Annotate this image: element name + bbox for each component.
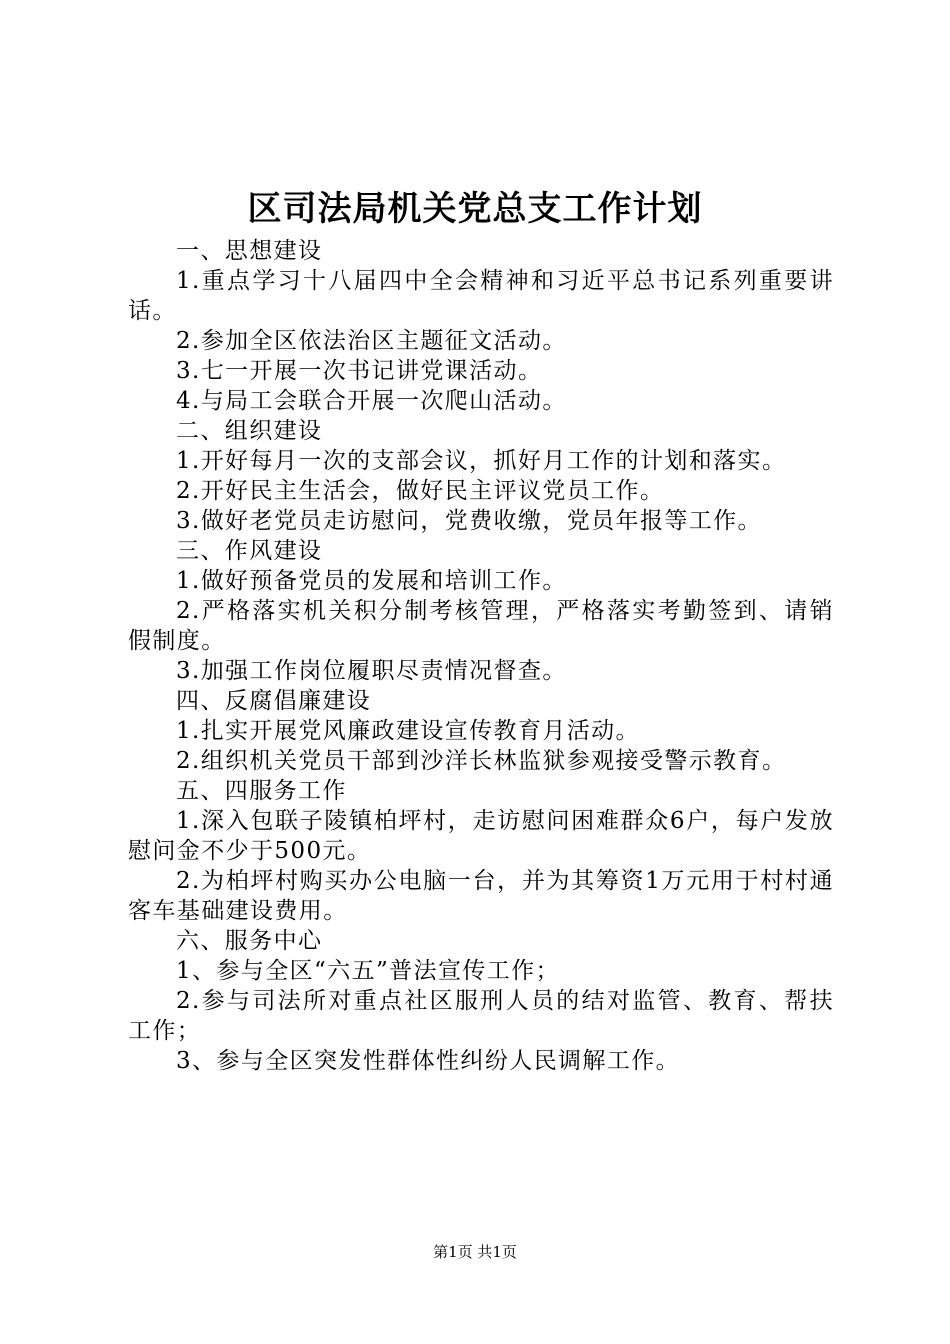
list-item: 2.参与司法所对重点社区服刑人员的结对监管、教育、帮扶工作； — [128, 988, 834, 1044]
list-item: 3.加强工作岗位履职尽责情况督查。 — [176, 658, 567, 684]
section-heading: 三、作风建设 — [176, 538, 323, 564]
list-item: 1.重点学习十八届四中全会精神和习近平总书记系列重要讲话。 — [128, 268, 834, 324]
list-item: 4.与局工会联合开展一次爬山活动。 — [176, 388, 567, 414]
section-heading: 六、服务中心 — [176, 928, 323, 954]
list-item: 2.参加全区依法治区主题征文活动。 — [176, 328, 567, 354]
page-footer: 第1页 共1页 — [433, 1243, 517, 1261]
document-title: 区司法局机关党总支工作计划 — [247, 189, 703, 229]
section-heading: 二、组织建设 — [176, 418, 323, 444]
list-item: 3.做好老党员走访慰问，党费收缴，党员年报等工作。 — [176, 508, 762, 534]
list-item: 1.深入包联子陵镇柏坪村，走访慰问困难群众6户，每户发放慰问金不少于500元。 — [128, 808, 834, 864]
section-heading: 四、反腐倡廉建设 — [176, 688, 372, 714]
list-item: 2.为柏坪村购买办公电脑一台，并为其筹资1万元用于村村通客车基础建设费用。 — [128, 868, 834, 924]
list-item: 2.严格落实机关积分制考核管理，严格落实考勤签到、请销假制度。 — [128, 598, 834, 654]
document-body — [128, 236, 834, 1076]
list-item: 2.组织机关党员干部到沙洋长林监狱参观接受警示教育。 — [176, 748, 787, 774]
list-item: 1.扎实开展党风廉政建设宣传教育月活动。 — [176, 718, 640, 744]
section-heading: 一、思想建设 — [176, 238, 323, 264]
list-item: 1.做好预备党员的发展和培训工作。 — [176, 568, 567, 594]
list-item: 2.开好民主生活会，做好民主评议党员工作。 — [176, 478, 665, 504]
list-item: 3.七一开展一次书记讲党课活动。 — [176, 358, 543, 384]
list-item: 1、参与全区“六五”普法宣传工作； — [176, 958, 560, 984]
list-item: 1.开好每月一次的支部会议，抓好月工作的计划和落实。 — [176, 448, 787, 474]
section-heading: 五、四服务工作 — [176, 778, 347, 804]
list-item: 3、参与全区突发性群体性纠纷人民调解工作。 — [176, 1048, 681, 1074]
